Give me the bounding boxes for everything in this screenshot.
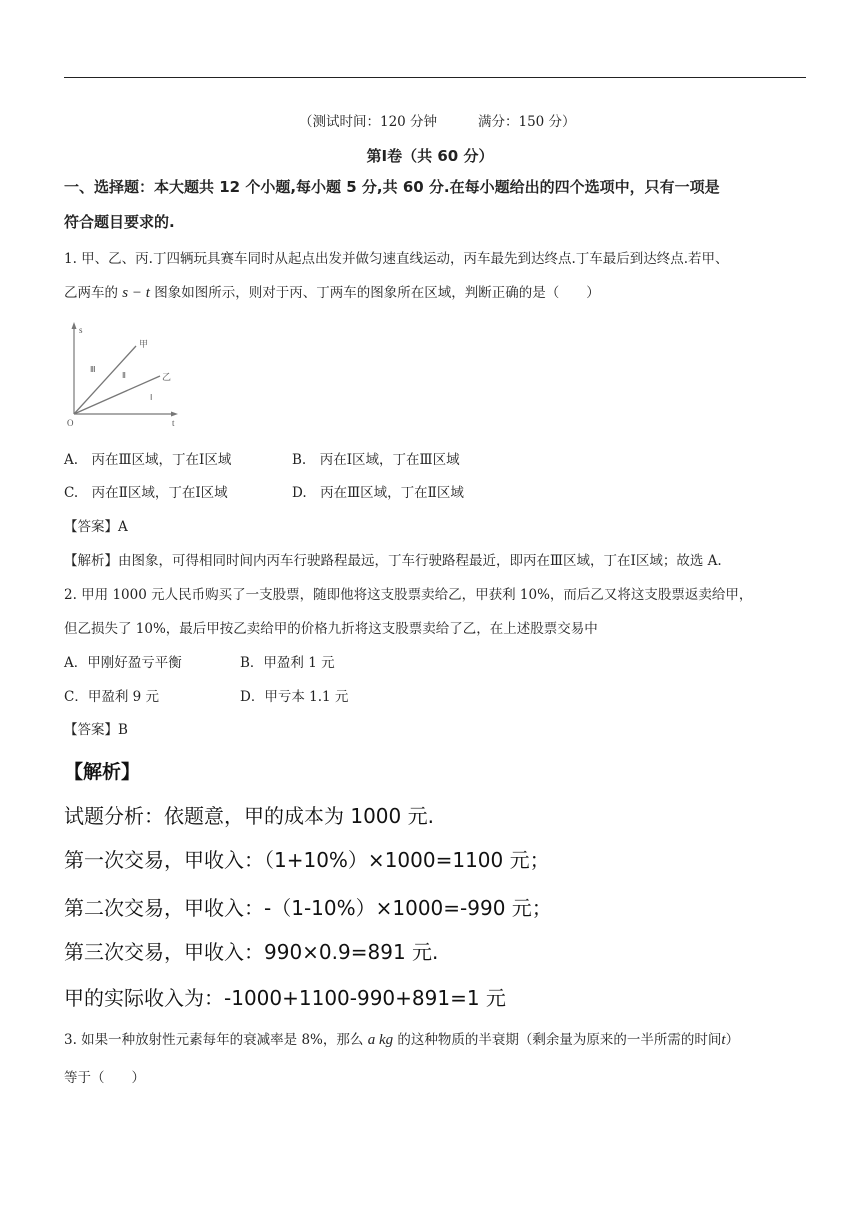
q2-option-b: B．甲盈利 1 元 (240, 655, 335, 671)
region-2-label: Ⅱ (122, 371, 126, 380)
full-score: 满分：150 分） (478, 114, 576, 130)
q2-analysis-line: 甲的实际收入为：-1000+1100-990+891=1 元 (64, 986, 506, 1010)
section-heading: 一、选择题：本大题共 12 个小题,每小题 5 分,共 60 分.在每小题给出的四个选项中，只有一项是 (64, 178, 720, 196)
q2-option-a: A．甲刚好盈亏平衡 (64, 655, 182, 671)
q2-stem-line1: 2. 甲用 1000 元人民币购买了一支股票，随即他将这支股票卖给乙，甲获利 10%，而后乙又将这支股票返卖给甲， (64, 587, 753, 603)
q2-analysis-line: 第三次交易，甲收入：990×0.9=891 元. (64, 940, 439, 964)
q2-option-d: D．甲亏本 1.1 元 (240, 689, 349, 705)
q1-option-d: D. 丙在Ⅲ区域，丁在Ⅱ区域 (292, 485, 464, 501)
q1-stem-line2: 乙两车的 s − t 图象如图所示，则对于丙、丁两车的图象所在区域，判断正确的是（ ） (64, 285, 600, 301)
q1-analysis: 【解析】由图象，可得相同时间内丙车行驶路程最远，丁车行驶路程最近，即丙在Ⅲ区域，丁在Ⅰ区域；故选 A. (64, 553, 722, 569)
section-heading-cont: 符合题目要求的. (64, 213, 175, 231)
line-jia-label: 甲 (139, 339, 149, 349)
q1-stem-line1: 1. 甲、乙、丙.丁四辆玩具赛车同时从起点出发并做匀速直线运动，丙车最先到达终点.丁车最后到达终点.若甲、 (64, 251, 729, 267)
q2-analysis-line: 第二次交易，甲收入：-（1-10%）×1000=-990 元； (64, 896, 552, 920)
q1-answer: 【答案】A (64, 519, 128, 535)
q1-option-b: B. 丙在Ⅰ区域，丁在Ⅲ区域 (292, 452, 460, 468)
q2-option-c: C．甲盈利 9 元 (64, 689, 160, 705)
origin-label: O (67, 418, 74, 428)
st-variable: s − t (122, 285, 150, 301)
header-rule (64, 77, 806, 78)
mass-variable: a kg (367, 1032, 394, 1048)
q2-analysis-line: 试题分析：依题意，甲的成本为 1000 元. (64, 804, 434, 828)
volume-title: 第Ⅰ卷（共 60 分） (366, 147, 494, 165)
q2-analysis-title: 【解析】 (64, 761, 141, 783)
t-axis-label: t (172, 418, 175, 428)
s-axis-label: s (79, 325, 83, 335)
line-yi-label: 乙 (162, 372, 172, 382)
q2-stem-line2: 但乙损失了 10%，最后甲按乙卖给甲的价格九折将这支股票卖给了乙，在上述股票交易中 (64, 621, 598, 637)
st-graph-figure (64, 318, 186, 430)
region-3-label: Ⅲ (90, 365, 96, 374)
q1-option-c: C. 丙在Ⅱ区域，丁在Ⅰ区域 (64, 485, 228, 501)
q1-option-a: A. 丙在Ⅲ区域，丁在Ⅰ区域 (64, 452, 232, 468)
time-variable: t (721, 1032, 726, 1048)
q2-analysis-line: 第一次交易，甲收入：（1+10%）×1000=1100 元； (64, 848, 550, 872)
q3-stem-line2: 等于（ ） (64, 1070, 145, 1086)
q3-stem-line1: 3. 如果一种放射性元素每年的衰减率是 8%，那么 a kg 的这种物质的半衰期（剩余量为原来的一半所需的时间t） (64, 1032, 740, 1048)
q2-answer: 【答案】B (64, 722, 128, 738)
region-1-label: Ⅰ (150, 393, 153, 402)
test-time: （测试时间：120 分钟 (299, 114, 438, 130)
